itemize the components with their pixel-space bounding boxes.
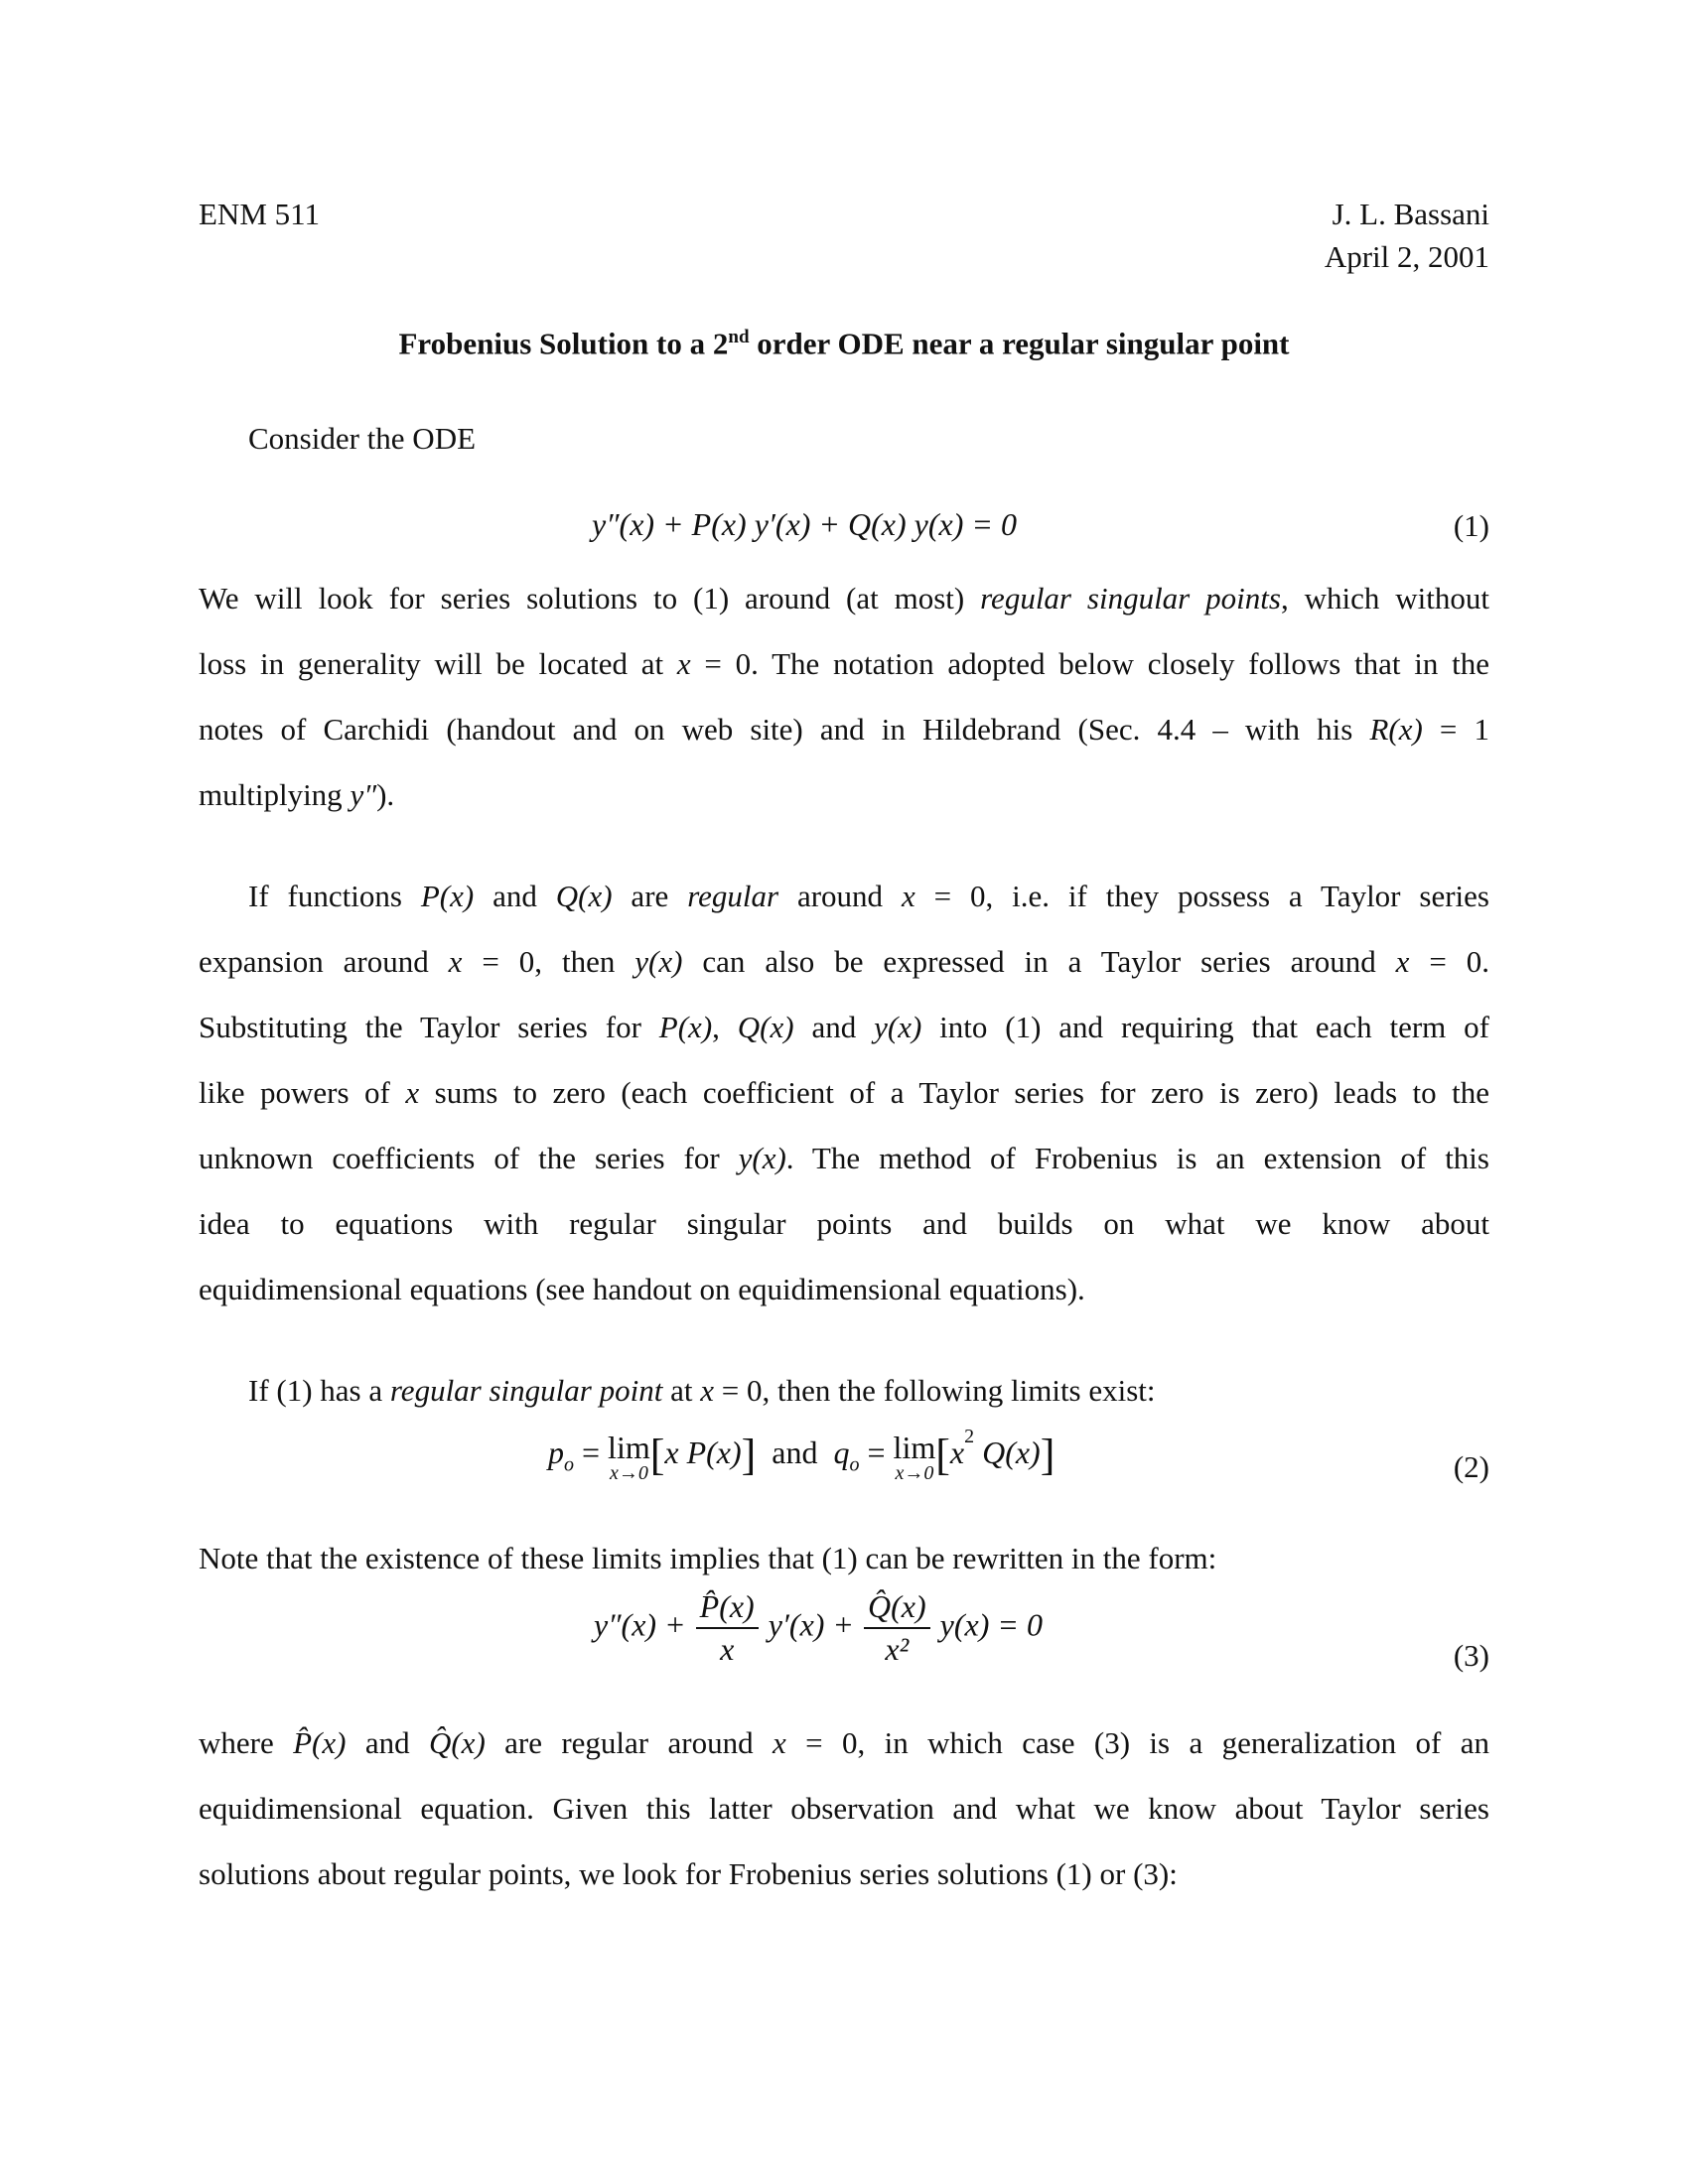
fraction-q-hat-over-x-squared: $\frac{Q̂(x)}{\text{x²}}$ <box>864 1588 930 1668</box>
p2-line-3: Substituting the Taylor series for P(x), Q(x) and y(x) into (1) and requiring that each term of <box>199 1010 1489 1044</box>
intro-text: Consider the ODE <box>248 421 477 456</box>
p5-line-2: equidimensional equation. Given this latter observation and what we know about Taylor series <box>199 1791 1489 1826</box>
p5-line-3: solutions about regular points, we look for Frobenius series solutions (1) or (3): <box>199 1856 1178 1891</box>
document-date: April 2, 2001 <box>1324 239 1489 274</box>
p2-line-6: idea to equations with regular singular points and builds on what we know about <box>199 1206 1489 1241</box>
document-title: Frobenius Solution to a 2nd order ODE near a regular singular point <box>398 326 1290 361</box>
p5-line-1: where P̂(x) and Q̂(x) are regular around x = 0, in which case (3) is a generalization of an <box>199 1725 1490 1760</box>
p1-line-1: We will look for series solutions to (1) around (at most) regular singular points, which without <box>199 581 1489 615</box>
p2-line-2: expansion around x = 0, then y(x) can also be expressed in a Taylor series around x = 0. <box>199 944 1490 979</box>
equation-2-number: (2) <box>1453 1449 1489 1484</box>
equation-3-number: (3) <box>1453 1638 1489 1673</box>
fraction-p-hat-over-x: $\frac{P̂(x)}{x}$ <box>696 1588 759 1668</box>
p3-line-1: If (1) has a regular singular point at x = 0, then the following limits exist: <box>248 1373 1156 1408</box>
p2-line-5: unknown coefficients of the series for y(x). The method of Frobenius is an extension of this <box>199 1141 1489 1175</box>
author-name: J. L. Bassani <box>1332 197 1489 231</box>
p2-line-1: If functions P(x) and Q(x) are regular around x = 0, i.e. if they possess a Taylor series <box>248 879 1489 913</box>
equation-3: y″(x) + $\frac{P̂(x)}{x}$ y′(x) + $\frac{Q̂(x)}{\text{x²}}$ y(x) = 0 <box>594 1588 1043 1667</box>
equation-2: $p_o = \lim$ x→0 [x P(x)] and $q_o = \lim$ x→0 [$x^2$ Q(x)] <box>548 1426 1055 1484</box>
limit-operator-1: lim x→0 <box>608 1430 650 1484</box>
course-code: ENM 511 <box>199 197 320 231</box>
p2-line-7: equidimensional equations (see handout on equidimensional equations). <box>199 1272 1085 1306</box>
limit-operator-2: lim x→0 <box>893 1430 936 1484</box>
p1-line-4: multiplying y″). <box>199 777 395 812</box>
p1-line-3: notes of Carchidi (handout and on web site) and in Hildebrand (Sec. 4.4 – with his R(x) = 1 <box>199 712 1490 747</box>
equation-1-number: (1) <box>1453 508 1489 543</box>
p2-line-4: like powers of x sums to zero (each coefficient of a Taylor series for zero is zero) leads to the <box>199 1075 1490 1110</box>
p1-line-2: loss in generality will be located at x = 0. The notation adopted below closely follows that in the <box>199 646 1490 681</box>
equation-1: y″(x) + P(x) y′(x) + Q(x) y(x) = 0 <box>592 506 1017 542</box>
p4-line-1: Note that the existence of these limits implies that (1) can be rewritten in the form: <box>199 1541 1217 1575</box>
